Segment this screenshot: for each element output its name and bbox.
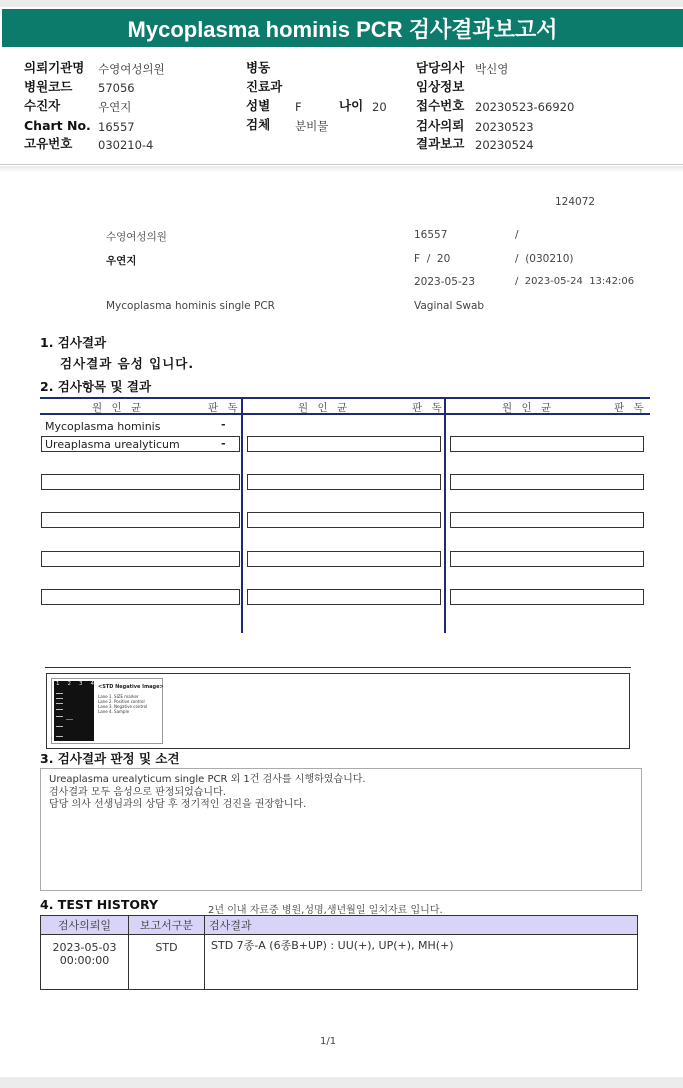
header-divider [0,164,683,165]
col-cause-1: 원 인 균 [92,402,145,414]
info-sex-age: F / 20 [414,253,451,265]
doctor-label: 담당의사 [416,60,465,75]
report-code: 124072 [555,196,596,208]
result-box [247,474,441,490]
info-slash: / [515,229,519,241]
column-divider-2 [444,397,446,633]
page-number: 1/1 [320,1036,337,1047]
opinion-box [40,768,642,891]
header-shadow [0,166,683,172]
patient-label: 수진자 [24,98,61,113]
result-box [41,589,240,605]
result-box [247,589,441,605]
chart-label: Chart No. [24,118,91,133]
item-name: Mycoplasma hominis [45,420,161,433]
specimen-value: 분비물 [295,119,329,133]
col-cause-2: 원 인 균 [298,402,351,414]
section2-title: 2. 검사항목 및 결과 [40,379,152,394]
gel-title: <STD Negative Image> [98,684,164,690]
info-test-name: Mycoplasma hominis single PCR [106,300,275,312]
patient-value: 우연지 [98,100,132,114]
sex-label: 성별 [246,98,271,113]
section4-title: 4. TEST HISTORY [40,897,159,912]
report-date-value: 20230524 [475,138,534,152]
sex-value: F [295,100,302,114]
info-date-request: 2023-05-23 [414,276,476,288]
gel-image [51,678,163,744]
result-box [247,551,441,567]
result-box [450,551,644,567]
result-box [450,436,644,452]
age-value: 20 [372,100,387,114]
receipt-no-value: 20230523-66920 [475,100,575,114]
gel-photo [54,681,94,741]
section1-title: 1. 검사결과 [40,335,107,350]
receipt-no-label: 접수번호 [416,98,465,113]
history-col-date: 검사의뢰일 [41,916,129,935]
history-col-result: 검사결과 [205,916,638,935]
col-cause-3: 원 인 균 [502,402,555,414]
history-header-row [41,916,638,935]
top-band [0,0,683,7]
unique-id-value: 030210-4 [98,138,154,152]
history-result-cell: STD 7종-A (6종B+UP) : UU(+), UP(+), MH(+) [205,935,638,990]
history-table [40,915,638,990]
section1-result: 검사결과 음성 입니다. [60,356,195,371]
request-date-label: 검사의뢰 [416,118,465,133]
ward-label: 병동 [246,60,271,75]
result-box [450,589,644,605]
report-title: Mycoplasma hominis PCR 검사결과보고서 [2,9,683,47]
result-box [41,474,240,490]
result-box [450,474,644,490]
result-box [247,512,441,528]
lane-numbers: 1 2 3 4 [56,681,94,687]
item-result: - [221,437,226,450]
result-box [41,551,240,567]
info-clinic: 수영여성의원 [106,231,167,243]
history-type-cell: STD [129,935,205,990]
gel-legend: Lane 1. SIZE marker Lane 2. Positive control Lane 3. Negative control Lane 4. Sample [98,694,148,714]
history-col-type: 보고서구분 [129,916,205,935]
table-row [41,935,638,990]
doctor-value: 박신영 [475,62,509,76]
result-box [450,512,644,528]
info-date-report: / 2023-05-24 13:42:06 [515,276,635,287]
hospital-code-value: 57056 [98,81,135,95]
col-judge-3: 판 독 [614,402,647,414]
unique-id-label: 고유번호 [24,136,73,151]
chart-value: 16557 [98,120,135,134]
item-name: Ureaplasma urealyticum [45,438,180,451]
history-date-cell: 2023-05-03 00:00:00 [41,935,129,990]
hospital-value: 수영여성의원 [98,62,165,76]
col-judge-1: 판 독 [208,402,241,414]
result-box [41,512,240,528]
item-result: - [221,418,226,431]
history-note: 2년 이내 자료중 병원,성명,생년월일 일치자료 입니다. [208,905,443,916]
age-label: 나이 [339,98,364,113]
info-chart: 16557 [414,229,448,241]
info-patient: 우연지 [106,255,137,267]
section3-title: 3. 검사결과 판정 및 소견 [40,751,180,766]
opinion-text: Ureaplasma urealyticum single PCR 외 1건 검사를 시행하였습니다. 검사결과 모두 음성으로 판정되었습니다. 담당 의사 선생님과의 상담 후 정기적인 검진을 권장합니다. [49,774,366,810]
table-top-line [40,397,650,399]
result-box [247,436,441,452]
clinical-info-label: 임상정보 [416,79,465,94]
specimen-label: 검체 [246,117,271,132]
info-specimen: Vaginal Swab [414,300,485,312]
column-divider-1 [241,397,243,633]
bottom-band [0,1077,683,1088]
info-id: / (030210) [515,253,574,265]
request-date-value: 20230523 [475,120,534,134]
col-judge-2: 판 독 [412,402,445,414]
gel-divider [45,667,631,668]
department-label: 진료과 [246,79,283,94]
report-date-label: 결과보고 [416,136,465,151]
hospital-code-label: 병원코드 [24,79,73,94]
hospital-label: 의뢰기관명 [24,60,85,75]
